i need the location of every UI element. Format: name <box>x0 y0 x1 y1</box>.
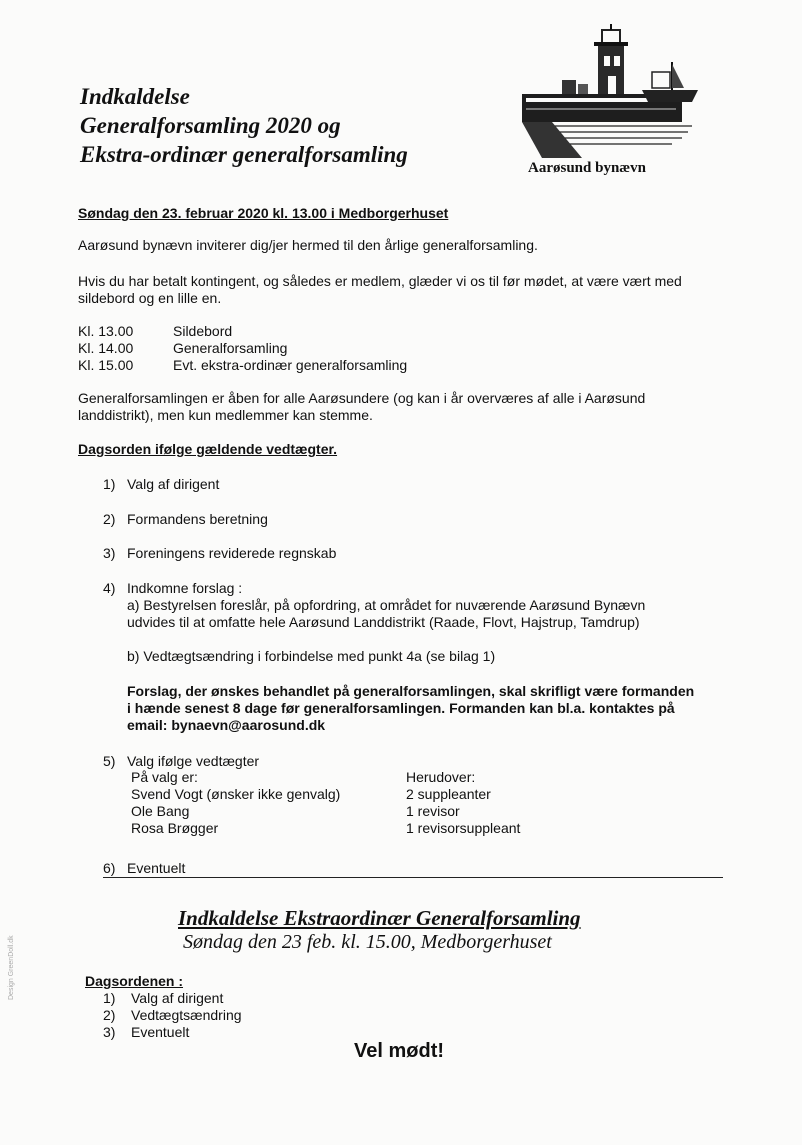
agenda-number: 5) <box>103 753 116 769</box>
extra-agenda-number: 2) <box>103 1007 116 1023</box>
election-right-3: 1 revisor <box>406 803 460 819</box>
title-line-2: Generalforsamling 2020 og <box>80 113 341 138</box>
open-line-2: landdistrikt), men kun medlemmer kan stemme. <box>78 407 373 423</box>
election-left-3: Ole Bang <box>131 803 190 819</box>
agenda-number: 3) <box>103 545 116 561</box>
notice-line-3: email: bynaevn@aarosund.dk <box>127 717 326 733</box>
agenda-item: Eventuelt <box>127 860 186 876</box>
agenda-item: Formandens beretning <box>127 511 268 527</box>
date-line: Søndag den 23. februar 2020 kl. 13.00 i Medborgerhuset <box>78 205 449 221</box>
agenda-number: 6) <box>103 860 116 876</box>
schedule-text: Generalforsamling <box>173 340 288 356</box>
agenda-number: 2) <box>103 511 116 527</box>
schedule-text: Evt. ekstra-ordinær generalforsamling <box>173 357 408 373</box>
membership-line-2: sildebord og en lille en. <box>78 290 222 306</box>
election-left-4: Rosa Brøgger <box>131 820 219 836</box>
agenda-number: 4) <box>103 580 116 596</box>
side-credit: Design GreenDoll.dk <box>8 935 15 1000</box>
extra-agenda-number: 3) <box>103 1024 116 1040</box>
election-right-2: 2 suppleanter <box>406 786 491 802</box>
agenda-item: Valg af dirigent <box>127 476 220 492</box>
closing-text: Vel mødt! <box>354 1040 445 1062</box>
harbour-lighthouse-logo <box>522 22 704 182</box>
schedule-time: Kl. 13.00 <box>78 323 134 339</box>
extra-subtitle: Søndag den 23 feb. kl. 15.00, Medborgerhuset <box>183 931 552 953</box>
agenda-number: 1) <box>103 476 116 492</box>
logo-caption: Aarøsund bynævn <box>528 160 646 176</box>
proposal-a-line-2: udvides til at omfatte hele Aarøsund Landdistrikt (Raade, Flovt, Hajstrup, Tamdrup) <box>127 614 640 630</box>
extra-title: Indkaldelse Ekstraordinær Generalforsamling <box>178 906 581 930</box>
agenda-item: Indkomne forslag : <box>127 580 243 596</box>
proposal-a-line-1: a) Bestyrelsen foreslår, på opfordring, at området for nuværende Aarøsund Bynævn <box>127 597 646 613</box>
extra-agenda-number: 1) <box>103 990 116 1006</box>
election-left-2: Svend Vogt (ønsker ikke genvalg) <box>131 786 341 802</box>
divider-line <box>103 877 723 878</box>
election-left-1: På valg er: <box>131 769 198 785</box>
proposal-b: b) Vedtægtsændring i forbindelse med punkt 4a (se bilag 1) <box>127 648 496 664</box>
election-right-1: Herudover: <box>406 769 476 785</box>
notice-line-2: i hænde senest 8 dage før generalforsamlingen. Formanden kan bl.a. kontaktes på <box>127 700 675 716</box>
extra-agenda-item: Eventuelt <box>131 1024 190 1040</box>
membership-line-1: Hvis du har betalt kontingent, og således er medlem, glæder vi os til før mødet, at være vært med <box>78 273 682 289</box>
schedule-time: Kl. 14.00 <box>78 340 134 356</box>
title-line-3: Ekstra-ordinær generalforsamling <box>80 142 408 167</box>
agenda-item: Valg ifølge vedtægter <box>127 753 260 769</box>
election-right-4: 1 revisorsuppleant <box>406 820 521 836</box>
extra-agenda-heading: Dagsordenen : <box>85 973 184 989</box>
agenda-heading: Dagsorden ifølge gældende vedtægter. <box>78 441 338 457</box>
agenda-item: Foreningens reviderede regnskab <box>127 545 337 561</box>
notice-line-1: Forslag, der ønskes behandlet på generalforsamlingen, skal skrifligt være formanden <box>127 683 695 699</box>
document-title <box>80 82 408 169</box>
extra-agenda-item: Valg af dirigent <box>131 990 224 1006</box>
title-line-1: Indkaldelse <box>80 84 190 109</box>
intro-text: Aarøsund bynævn inviterer dig/jer hermed til den årlige generalforsamling. <box>78 237 538 253</box>
open-line-1: Generalforsamlingen er åben for alle Aarøsundere (og kan i år overværes af alle i Aarøsund <box>78 390 646 406</box>
extra-agenda-item: Vedtægtsændring <box>131 1007 242 1023</box>
schedule-text: Sildebord <box>173 323 233 339</box>
schedule-time: Kl. 15.00 <box>78 357 134 373</box>
